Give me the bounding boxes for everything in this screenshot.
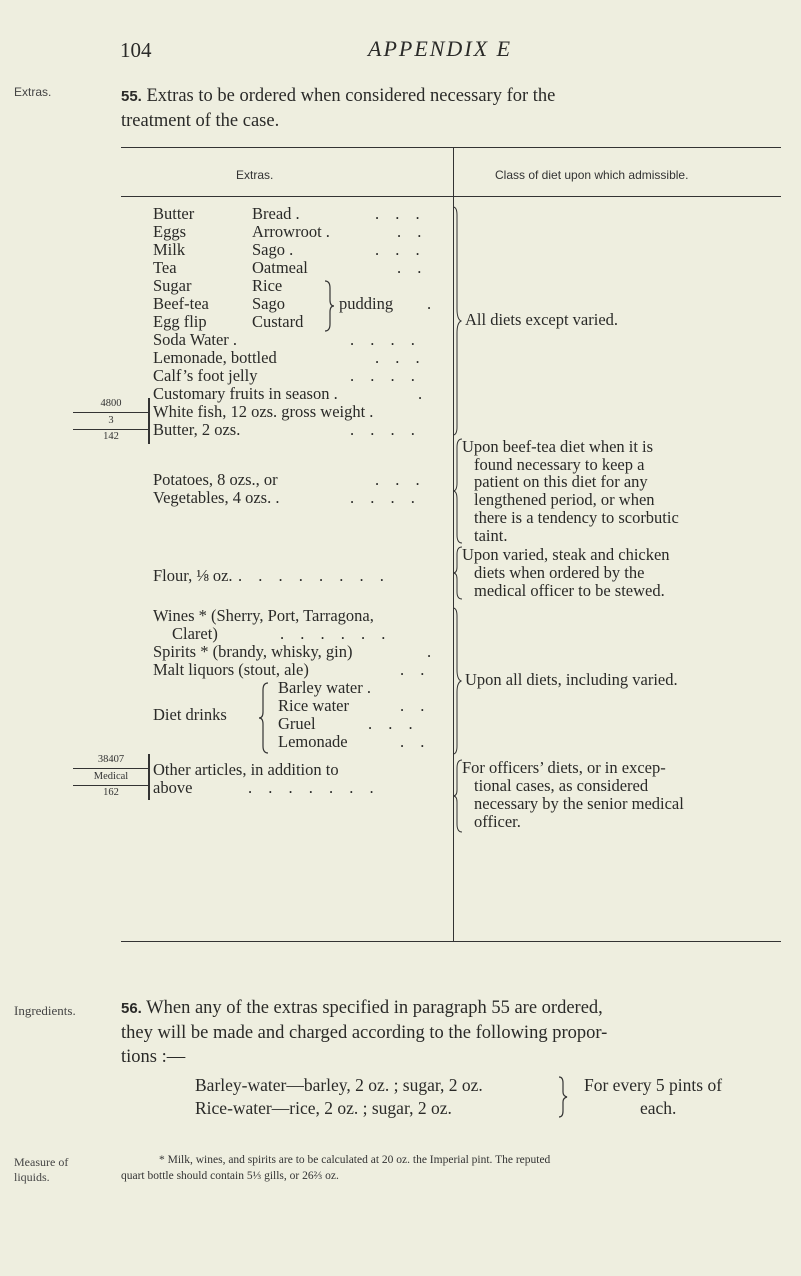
extra-item: Tea: [153, 258, 177, 277]
extra-item: pudding: [339, 294, 394, 313]
leader-dots: . . .: [375, 240, 426, 259]
extra-item: Flour, ⅛ oz.: [153, 566, 233, 585]
extra-item: Rice water: [278, 696, 350, 715]
extra-item: Sugar: [153, 276, 192, 295]
diet-beef-tea-line: lengthened period, or when: [474, 490, 655, 509]
ledger-bar: [148, 754, 150, 800]
leader-dots: . . .: [375, 204, 426, 223]
extra-item: Arrowroot .: [252, 222, 330, 241]
extra-item: Spirits * (brandy, whisky, gin): [153, 642, 353, 661]
extra-item: Lemonade: [278, 732, 348, 751]
paragraph-56-line-3: tions :—: [121, 1047, 186, 1067]
diet-varied-steak-line: medical officer to be stewed.: [474, 581, 665, 600]
footnote-line-1: * Milk, wines, and spirits are to be calculated at 20 oz. the Imperial pint. The reputed: [159, 1154, 551, 1166]
leader-dots: . . . . . .: [280, 624, 392, 643]
extra-item: Other articles, in addition to: [153, 760, 339, 779]
leader-dots: .: [427, 294, 438, 313]
paragraph-55: [121, 84, 781, 133]
extra-item: Egg flip: [153, 312, 207, 331]
extra-item: Sago: [252, 294, 285, 313]
extra-item: Claret): [172, 624, 218, 643]
diet-officers-line: For officers’ diets, or in excep-: [462, 758, 666, 777]
leader-dots: . . .: [375, 470, 426, 489]
leader-dots: . .: [397, 258, 428, 277]
diet-beef-tea-line: found necessary to keep a: [474, 455, 645, 474]
extra-item: Butter: [153, 204, 195, 223]
leader-dots: . .: [400, 732, 431, 751]
leader-dots: .: [427, 642, 438, 661]
diet-varied-steak-line: Upon varied, steak and chicken: [462, 545, 670, 564]
extra-item: Calf’s foot jelly: [153, 366, 258, 385]
extra-item: above: [153, 778, 193, 797]
extra-item: Lemonade, bottled: [153, 348, 277, 367]
footnote: [121, 1152, 791, 1184]
ledger-ref: 4800: [100, 398, 122, 409]
all-diets-brace-icon: [451, 205, 463, 437]
extra-item: Butter, 2 ozs.: [153, 420, 241, 439]
ledger-rule: [73, 768, 149, 769]
diet-all-including-varied: Upon all diets, including varied.: [465, 670, 678, 689]
extra-item: Gruel: [278, 714, 316, 733]
column-header-diet-class: Class of diet upon which admissible.: [495, 168, 689, 182]
margin-note-measure-2: liquids.: [14, 1170, 50, 1184]
diet-beef-tea-line: patient on this diet for any: [474, 472, 648, 491]
extra-item: Vegetables, 4 ozs. .: [153, 488, 280, 507]
extra-item: Custard: [252, 312, 304, 331]
diet-officers-line: officer.: [474, 812, 521, 831]
ledger-rule: [73, 785, 149, 786]
ledger-ref: 38407: [97, 754, 125, 765]
leader-dots: . . . .: [350, 330, 421, 349]
all-diets-varied-brace-icon: [451, 606, 463, 756]
extra-item: Rice: [252, 276, 283, 295]
paragraph-56: [121, 996, 781, 1069]
leader-dots: . . . . . . . .: [238, 566, 390, 585]
extra-item: Bread .: [252, 204, 300, 223]
paragraph-55-line-1: Extras to be ordered when considered necessary for the: [146, 86, 556, 106]
column-header-extras: Extras.: [236, 168, 274, 182]
leader-dots: .: [418, 384, 429, 403]
extra-item: Milk: [153, 240, 186, 259]
extra-item: Wines * (Sherry, Port, Tarragona,: [153, 606, 374, 625]
extra-item: Soda Water .: [153, 330, 238, 349]
recipe-barley-water: Barley-water—barley, 2 oz. ; sugar, 2 oz.: [195, 1075, 483, 1095]
leader-dots: . . . .: [350, 488, 421, 507]
footnote-line-2: quart bottle should contain 5⅓ gills, or 26⅔ oz.: [121, 1170, 339, 1182]
paragraph-55-line-2: treatment of the case.: [121, 111, 280, 131]
margin-note-measure-1: Measure of: [14, 1155, 69, 1169]
diet-beef-tea-line: there is a tendency to scorbutic: [474, 508, 679, 527]
diet-all-except-varied: All diets except varied.: [465, 310, 619, 329]
extra-item: Beef-tea: [153, 294, 209, 313]
running-title: APPENDIX E: [368, 36, 513, 61]
diet-drinks-brace-icon: [258, 682, 270, 754]
extra-item: Diet drinks: [153, 705, 227, 724]
pudding-brace-icon: [323, 280, 335, 332]
diet-officers-line: necessary by the senior medical: [474, 794, 684, 813]
table-top-rule: [121, 147, 781, 148]
proportion-line-2: each.: [640, 1098, 677, 1118]
table-header-rule: [121, 196, 781, 197]
ledger-ref: Medical: [93, 771, 129, 782]
extra-item: White fish, 12 ozs. gross weight .: [153, 402, 374, 421]
diet-beef-tea-line: taint.: [474, 526, 508, 545]
paragraph-56-line-1: When any of the extras specified in paragraph 55 are ordered,: [146, 998, 603, 1018]
leader-dots: . . .: [368, 714, 419, 733]
recipe-rice-water: Rice-water—rice, 2 oz. ; sugar, 2 oz.: [195, 1098, 452, 1118]
ledger-ref: 142: [103, 431, 119, 442]
paragraph-number: 55.: [121, 88, 142, 105]
proportion-line-1: For every 5 pints of: [584, 1075, 723, 1095]
leader-dots: . .: [397, 222, 428, 241]
margin-note-ingredients: Ingredients.: [14, 1003, 76, 1018]
leader-dots: . .: [400, 660, 431, 679]
ledger-bar: [148, 398, 150, 444]
diet-beef-tea-line: Upon beef-tea diet when it is: [462, 437, 654, 456]
extra-item: Customary fruits in season .: [153, 384, 338, 403]
ledger-rule: [73, 429, 149, 430]
leader-dots: . . . .: [350, 366, 421, 385]
page-number: 104: [120, 38, 152, 62]
table-bottom-rule: [121, 941, 781, 942]
extra-item: Eggs: [153, 222, 186, 241]
ledger-ref: 162: [103, 787, 119, 798]
extra-item: Potatoes, 8 ozs., or: [153, 470, 278, 489]
leader-dots: . . .: [375, 348, 426, 367]
extra-item: Malt liquors (stout, ale): [153, 660, 309, 679]
extra-item: Sago .: [252, 240, 294, 259]
diet-officers-line: tional cases, as considered: [474, 776, 649, 795]
diet-varied-steak-line: diets when ordered by the: [474, 563, 645, 582]
ledger-rule: [73, 412, 149, 413]
leader-dots: . . . . . . .: [248, 778, 380, 797]
leader-dots: . .: [400, 696, 431, 715]
recipe-brace-icon: [557, 1076, 569, 1118]
extra-item: Oatmeal: [252, 258, 308, 277]
ledger-ref: 3: [108, 415, 114, 426]
extra-item: Barley water .: [278, 678, 371, 697]
leader-dots: . . . .: [350, 420, 421, 439]
paragraph-number: 56.: [121, 1000, 142, 1017]
paragraph-56-line-2: they will be made and charged according to the following propor-: [121, 1023, 608, 1043]
margin-note-extras: Extras.: [14, 85, 52, 99]
